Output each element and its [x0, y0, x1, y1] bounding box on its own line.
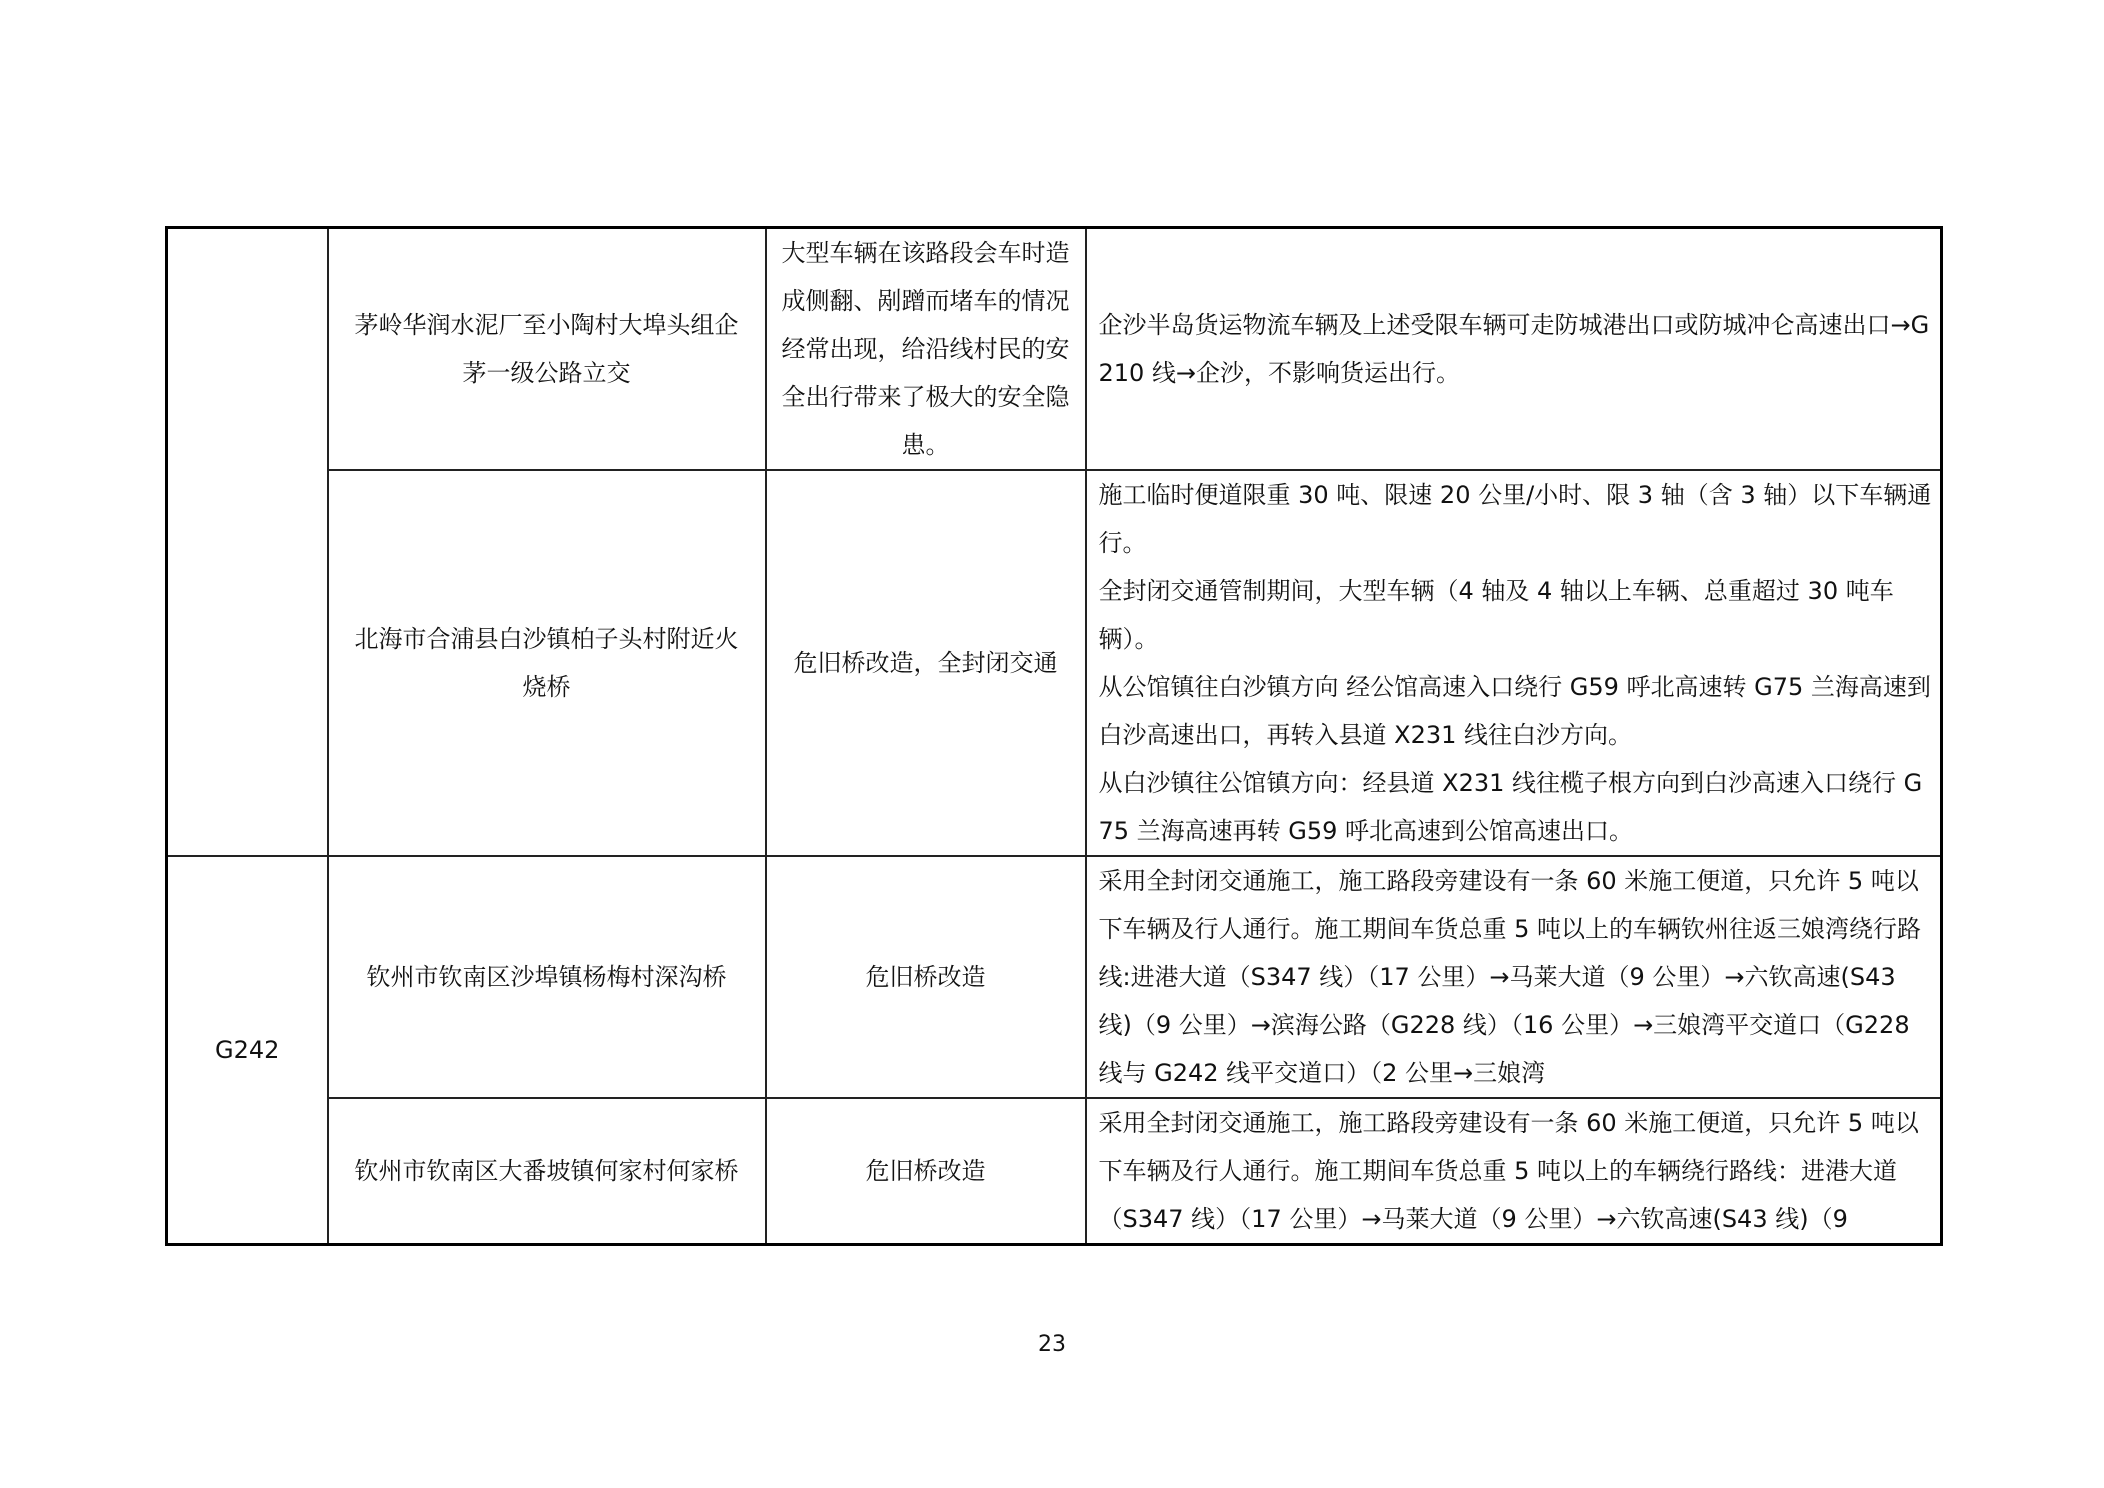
detour-plan-paragraph: 采用全封闭交通施工，施工路段旁建设有一条 60 米施工便道，只允许 5 吨以下车辆及行人通行。施工期间车货总重 5 吨以上的车辆绕行路线：进港大道（S347 线）（17 公里）→马莱大道（9 公里）→六钦高速(S43 线)（9	[1098, 1109, 1919, 1233]
table-row	[167, 1098, 1942, 1245]
detour-plan-paragraph: 从公馆镇往白沙镇方向 经公馆高速入口绕行 G59 呼北高速转 G75 兰海高速到白沙高速出口，再转入县道 X231 线往白沙方向。	[1098, 673, 1931, 749]
table-row	[167, 228, 1942, 471]
location-cell: 钦州市钦南区沙埠镇杨梅村深沟桥	[328, 856, 766, 1098]
page-number: 23	[1038, 1332, 1066, 1357]
detour-plan-cell	[1086, 856, 1942, 1098]
road-closure-detour-table	[165, 226, 1943, 1246]
reason-cell: 危旧桥改造	[766, 856, 1086, 1098]
detour-plan-paragraph: 采用全封闭交通施工，施工路段旁建设有一条 60 米施工便道，只允许 5 吨以下车辆及行人通行。施工期间车货总重 5 吨以上的车辆钦州往返三娘湾绕行路线:进港大道（S347 线）（17 公里）→马莱大道（9 公里）→六钦高速(S43 线)（9 公里）→滨海公路（G228 线）（16 公里）→三娘湾平交道口（G228 线与 G242 线平交道口）（2 公里→三娘湾	[1098, 867, 1922, 1087]
table-row	[167, 470, 1942, 856]
detour-plan-paragraph: 从白沙镇往公馆镇方向：经县道 X231 线往榄子根方向到白沙高速入口绕行 G75 兰海高速再转 G59 呼北高速到公馆高速出口。	[1098, 769, 1923, 845]
table-row	[167, 856, 1942, 1098]
detour-plan-cell	[1086, 470, 1942, 856]
detour-plan-paragraph: 施工临时便道限重 30 吨、限速 20 公里/小时、限 3 轴（含 3 轴）以下车辆通行。	[1098, 481, 1932, 557]
location-cell: 茅岭华润水泥厂至小陶村大埠头组企茅一级公路立交	[328, 228, 766, 471]
reason-cell: 大型车辆在该路段会车时造成侧翻、剐蹭而堵车的情况经常出现，给沿线村民的安全出行带来了极大的安全隐患。	[766, 228, 1086, 471]
location-cell: 钦州市钦南区大番坡镇何家村何家桥	[328, 1098, 766, 1245]
reason-cell: 危旧桥改造	[766, 1098, 1086, 1245]
road-code-cell	[167, 228, 328, 857]
location-cell: 北海市合浦县白沙镇柏子头村附近火烧桥	[328, 470, 766, 856]
detour-plan-paragraph: 企沙半岛货运物流车辆及上述受限车辆可走防城港出口或防城冲仑高速出口→G210 线→企沙，不影响货运出行。	[1098, 311, 1930, 387]
reason-cell: 危旧桥改造，全封闭交通	[766, 470, 1086, 856]
road-code-cell: G242	[167, 856, 328, 1245]
detour-plan-cell	[1086, 228, 1942, 471]
detour-plan-paragraph: 全封闭交通管制期间，大型车辆（4 轴及 4 轴以上车辆、总重超过 30 吨车辆）。	[1098, 577, 1894, 653]
detour-plan-cell	[1086, 1098, 1942, 1245]
